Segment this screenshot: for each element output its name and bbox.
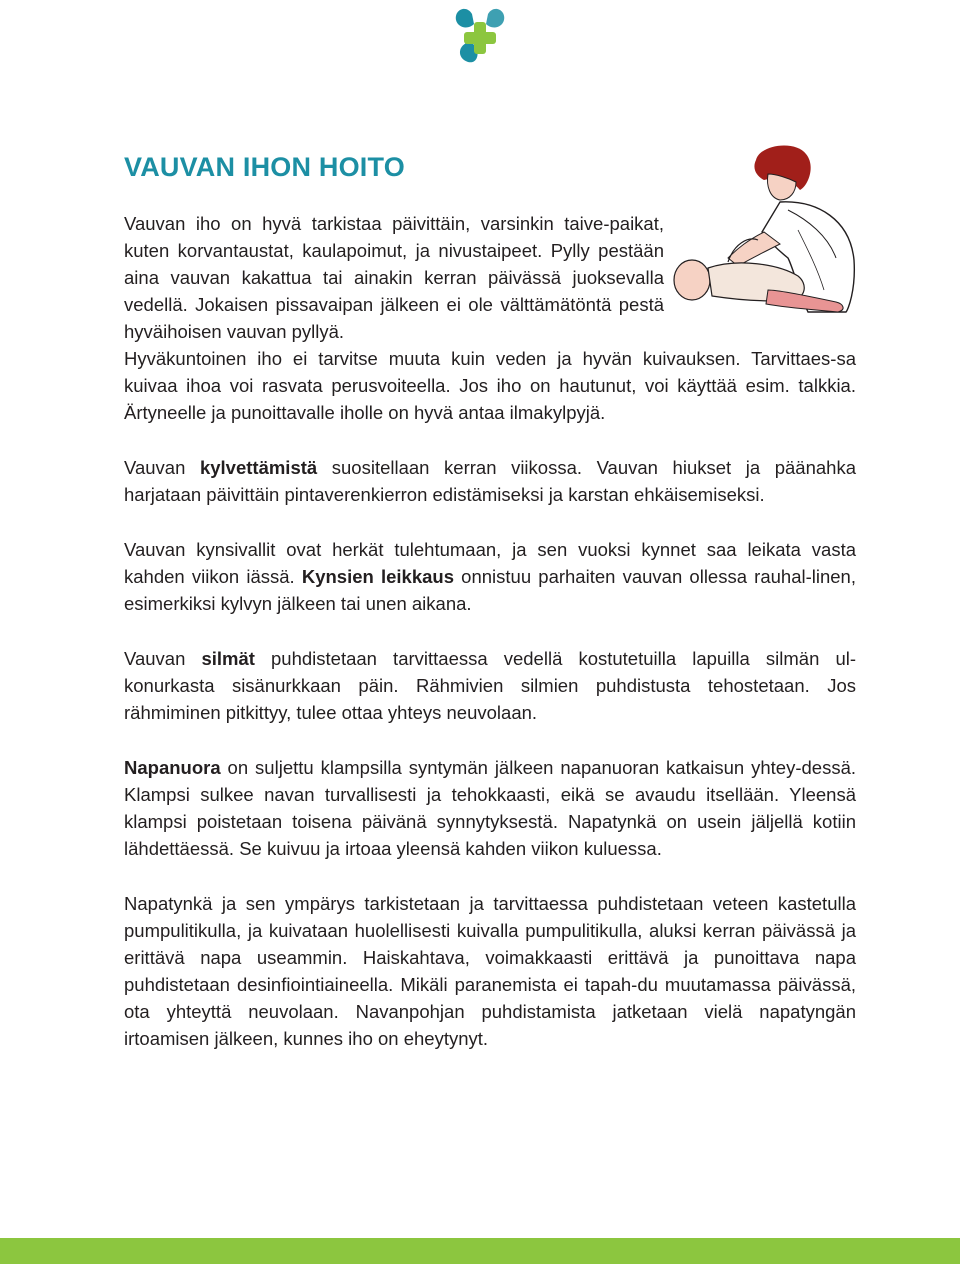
paragraph-skin-check-wrap: Vauvan iho on hyvä tarkistaa päivittäin, varsinkin taive-paikat, kuten korvantaustat, kaulapoimut, ja nivustaipeet. Pylly pestään aina vauvan kakattua tai ainakin kerran päivässä juoksevalla vedellä. Jokaisen pissavaipan jälkeen ei ole välttämätöntä pestä hyväihoisen vauvan pyllyä. [124,213,664,342]
bold-term-bathing: kylvettämistä [199,457,318,478]
paragraph-umbilical-cord [124,754,856,862]
bottom-color-bar [0,1238,960,1264]
paragraph-navel-care: Napatynkä ja sen ympärys tarkistetaan ja tarvittaessa puhdistetaan veteen kastetulla pumpulitikulla, ja kuivataan huolellisesti kuivalla pumpulitikulla, aluksi kerran päivässä ja erittävä napa useammin. Haiskahtava, voimakkaasti erittävä ja punoittava napa puhdistetaan desinfiointiaineella. Mikäli paranemista ei tapah-du muutamassa päivässä, ota yhteyttä neuvolaan. Navanpohjan puhdistamista jatketaan vielä napatyngän irtoamisen jälkeen, kunnes iho on eheytynyt. [124,893,856,1049]
paragraph-eyes [124,645,856,726]
paragraph-nails [124,536,856,617]
text: onnistuu parhaiten vauvan ollessa rauhal-linen, esimerkiksi kylvyn jälkeen tai unen aikana. [124,566,856,614]
paragraph-bathing [124,454,856,508]
mother-baby-illustration [668,140,868,315]
text: Vauvan [124,457,200,478]
bold-term-nail-cutting: Kynsien leikkaus [301,566,454,587]
text: Vauvan [124,648,202,669]
clinic-logo-icon [446,2,514,66]
bold-term-umbilical-cord: Napanuora [124,757,221,778]
text: puhdistetaan tarvittaessa vedellä kostutetuilla lapuilla silmän ul-konurkasta sisänurkkaan päin. Rähmivien silmien puhdistusta tehostetaan. Jos rähmiminen pitkittyy, tulee ottaa yhteys neuvolaan. [124,648,856,723]
page-title: VAUVAN IHON HOITO [124,152,405,182]
paragraph-skin-care: Hyväkuntoinen iho ei tarvitse muuta kuin veden ja hyvän kuivauksen. Tarvittaes-sa kuivaa ihoa voi rasvata perusvoiteella. Jos iho on hautunut, voi käyttää esim. talkkia. Ärtyneelle ja punoittavalle iholle on hyvä antaa ilmakylpyjä. [124,348,856,423]
bold-term-eyes: silmät [201,648,255,669]
text: on suljettu klampsilla syntymän jälkeen napanuoran katkaisun yhtey-dessä. Klampsi sulkee navan turvallisesti ja tehokkaasti, eikä se avaudu itsellään. Yleensä klampsi poistetaan toisena päivänä synnytyksestä. Napatynkä on usein jäljellä kotiin lähdettäessä. Se kuivuu ja irtoaa yleensä kahden viikon kuluessa. [124,757,856,859]
text: Vauvan kynsivallit ovat herkät tulehtumaan, ja sen vuoksi kynnet saa leikata vasta kahden viikon iässä. [124,539,856,587]
text: suositellaan kerran viikossa. Vauvan hiukset ja päänahka harjataan päivittäin pintaverenkierron edistämiseksi ja karstan ehkäisemiseksi. [124,457,856,505]
